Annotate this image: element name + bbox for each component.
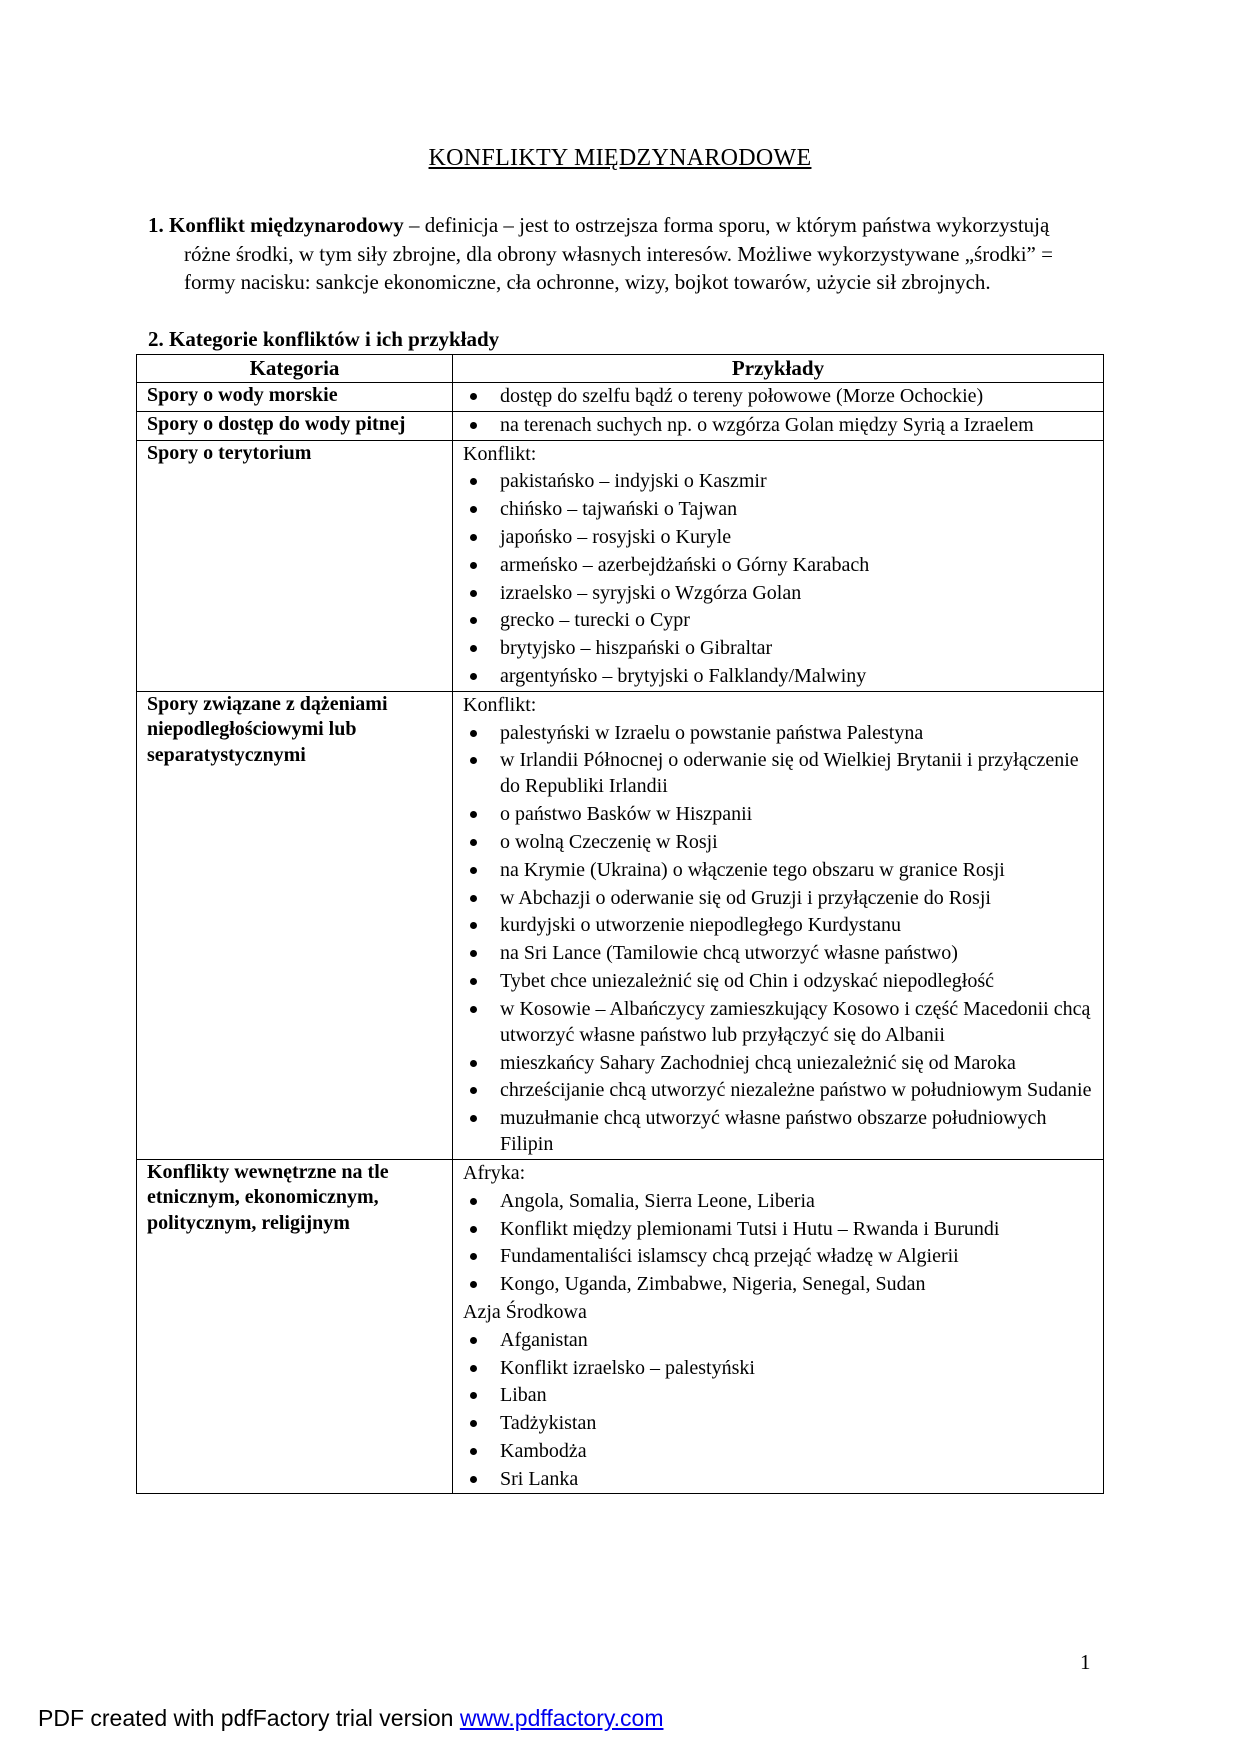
row-examples: [453, 440, 1104, 691]
section-2-number: 2.: [148, 327, 164, 351]
definition-term: Konflikt międzynarodowy: [169, 213, 404, 237]
row-examples: [453, 411, 1104, 440]
list-item: muzułmanie chcą utworzyć własne państwo obszarze południowych Filipin: [463, 1105, 1093, 1157]
examples-list: [463, 412, 1093, 438]
row-category: Spory związane z dążeniami niepodległościowymi lub separatystycznymi: [137, 691, 453, 1159]
row-examples: [453, 383, 1104, 412]
row-category: Spory o terytorium: [137, 440, 453, 691]
table-row: [137, 411, 1104, 440]
row-examples: [453, 691, 1104, 1159]
group-label: Konflikt:: [463, 442, 537, 465]
list-item: Konflikt między plemionami Tutsi i Hutu – Rwanda i Burundi: [463, 1216, 1093, 1242]
categories-heading: [148, 325, 1088, 354]
list-item: armeńsko – azerbejdżański o Górny Karabach: [463, 552, 1093, 578]
pdffactory-link[interactable]: www.pdffactory.com: [459, 1705, 664, 1731]
section-1-number: 1.: [148, 213, 164, 237]
list-item: w Irlandii Północnej o oderwanie się od Wielkiej Brytanii i przyłączenie do Republiki Irlandii: [463, 747, 1093, 799]
list-item: brytyjsko – hiszpański o Gibraltar: [463, 635, 1093, 661]
list-item: na Sri Lance (Tamilowie chcą utworzyć własne państwo): [463, 940, 1093, 966]
list-item: Konflikt izraelsko – palestyński: [463, 1355, 1093, 1381]
table-row: [137, 383, 1104, 412]
list-item: japońsko – rosyjski o Kuryle: [463, 524, 1093, 550]
list-item: pakistańsko – indyjski o Kaszmir: [463, 468, 1093, 494]
definition-text: – definicja – jest to ostrzejsza forma sporu, w którym państwa wykorzystują różne środki, w tym siły zbrojne, dla obrony własnych interesów. Możliwe wykorzystywane „środki” = formy nacisku: sankcje ekonomiczne, cła ochronne, wizy, bojkot towarów, użycie sił zbrojnych.: [184, 213, 1053, 294]
list-item: Kongo, Uganda, Zimbabwe, Nigeria, Senegal, Sudan: [463, 1271, 1093, 1297]
group-label: Konflikt:: [463, 693, 537, 716]
list-item: Fundamentaliści islamscy chcą przejąć władzę w Algierii: [463, 1243, 1093, 1269]
header-examples: Przykłady: [453, 355, 1104, 383]
examples-list: [463, 468, 1093, 689]
list-item: kurdyjski o utworzenie niepodległego Kurdystanu: [463, 912, 1093, 938]
list-item: Kambodża: [463, 1438, 1093, 1464]
list-item: na terenach suchych np. o wzgórza Golan między Syrią a Izraelem: [463, 412, 1093, 438]
list-item: izraelsko – syryjski o Wzgórza Golan: [463, 580, 1093, 606]
list-item: Tybet chce uniezależnić się od Chin i odzyskać niepodległość: [463, 968, 1093, 994]
list-item: dostęp do szelfu bądź o tereny połowowe (Morze Ochockie): [463, 383, 1093, 409]
conflicts-table: [136, 354, 1104, 1494]
examples-list: [463, 1188, 1093, 1297]
table-header-row: [137, 355, 1104, 383]
pdf-footer: [38, 1705, 664, 1732]
list-item: Liban: [463, 1382, 1093, 1408]
examples-list: [463, 1327, 1093, 1492]
footer-text: PDF created with pdfFactory trial version: [38, 1705, 460, 1731]
list-item: grecko – turecki o Cypr: [463, 607, 1093, 633]
examples-list: [463, 383, 1093, 409]
row-examples: [453, 1159, 1104, 1494]
list-item: o państwo Basków w Hiszpanii: [463, 801, 1093, 827]
section-2-heading: Kategorie konfliktów i ich przykłady: [169, 327, 500, 351]
list-item: o wolną Czeczenię w Rosji: [463, 829, 1093, 855]
table-row: [137, 440, 1104, 691]
group-label: Azja Środkowa: [463, 1300, 587, 1323]
row-category: Spory o dostęp do wody pitnej: [137, 411, 453, 440]
row-category: Konflikty wewnętrzne na tle etnicznym, ekonomicznym, politycznym, religijnym: [137, 1159, 453, 1494]
list-item: chińsko – tajwański o Tajwan: [463, 496, 1093, 522]
page-title: KONFLIKTY MIĘDZYNARODOWE: [428, 145, 812, 171]
list-item: argentyńsko – brytyjski o Falklandy/Malwiny: [463, 663, 1093, 689]
list-item: Afganistan: [463, 1327, 1093, 1353]
list-item: Sri Lanka: [463, 1466, 1093, 1492]
examples-list: [463, 720, 1093, 1158]
definition-section: [148, 211, 1088, 297]
list-item: w Kosowie – Albańczycy zamieszkujący Kosowo i część Macedonii chcą utworzyć własne państwo lub przyłączyć się do Albanii: [463, 996, 1093, 1048]
list-item: chrześcijanie chcą utworzyć niezależne państwo w południowym Sudanie: [463, 1077, 1093, 1103]
list-item: palestyński w Izraelu o powstanie państwa Palestyna: [463, 720, 1093, 746]
list-item: mieszkańcy Sahary Zachodniej chcą uniezależnić się od Maroka: [463, 1050, 1093, 1076]
list-item: Tadżykistan: [463, 1410, 1093, 1436]
list-item: na Krymie (Ukraina) o włączenie tego obszaru w granice Rosji: [463, 857, 1093, 883]
row-category: Spory o wody morskie: [137, 383, 453, 412]
table-row: [137, 691, 1104, 1159]
table-row: [137, 1159, 1104, 1494]
list-item: Angola, Somalia, Sierra Leone, Liberia: [463, 1188, 1093, 1214]
list-item: w Abchazji o oderwanie się od Gruzji i przyłączenie do Rosji: [463, 885, 1093, 911]
group-label: Afryka:: [463, 1161, 526, 1184]
header-category: Kategoria: [137, 355, 453, 383]
page-number: 1: [1080, 1650, 1091, 1674]
